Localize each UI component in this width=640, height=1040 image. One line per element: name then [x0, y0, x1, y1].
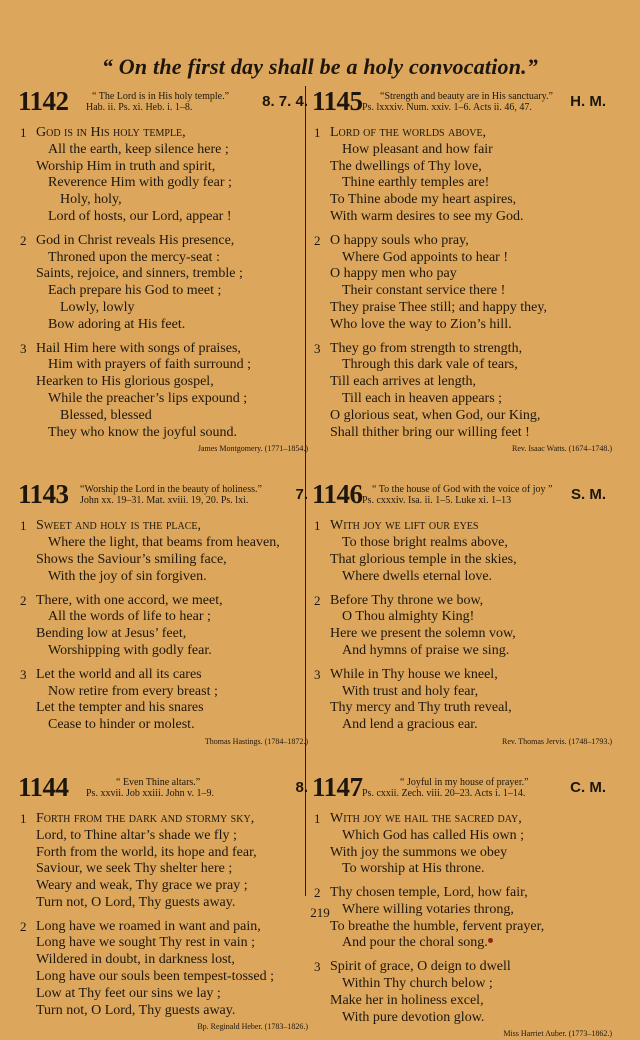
verse-number: 1 — [314, 125, 321, 140]
hymn-subtitle: “ The Lord is in His holy temple.” — [92, 91, 230, 102]
verse-line: All the earth, keep silence here ; — [48, 141, 229, 157]
verse-line: With joy the summons we obey — [330, 844, 508, 860]
verse-line: Forth from the dark and stormy sky, — [36, 810, 255, 826]
hymn-header — [18, 86, 308, 118]
hymn-meter: C. M. — [570, 778, 606, 796]
verse — [18, 667, 308, 734]
verse-number: 1 — [20, 125, 27, 140]
verse-line: Worshipping with godly fear. — [48, 642, 212, 658]
page-heading: “ On the first day shall be a holy convocation.” — [101, 54, 539, 79]
hymn-number: 1144 — [18, 771, 69, 802]
verse-line: O happy souls who pray, — [330, 232, 469, 248]
verse-number: 3 — [314, 666, 321, 682]
verse — [312, 811, 612, 878]
verse-line: Long have our souls been tempest-tossed ; — [36, 969, 274, 985]
hymn-1146 — [312, 479, 612, 748]
verse-line: All the words of life to hear ; — [48, 609, 211, 625]
verse-line: There, with one accord, we meet, — [36, 592, 223, 608]
verse-line: With trust and holy fear, — [342, 683, 479, 699]
verse-line: Saints, rejoice, and sinners, tremble ; — [36, 266, 243, 282]
verse-line: Saviour, we seek Thy shelter here ; — [36, 861, 233, 877]
left-column — [18, 86, 308, 1033]
verse-line: Their constant service there ! — [342, 283, 506, 299]
verse-line: Before Thy throne we bow, — [330, 592, 484, 608]
verse-line: Thy mercy and Thy truth reveal, — [330, 700, 512, 716]
verse-line: Spirit of grace, O deign to dwell — [330, 959, 511, 975]
verse-number: 2 — [314, 885, 321, 901]
verse-line: Wildered in doubt, in darkness lost, — [36, 952, 235, 968]
verse-line: Long have we sought Thy rest in vain ; — [36, 935, 256, 951]
verse-line: And lend a gracious ear. — [342, 717, 478, 733]
hymn-author: James Montgomery. (1771–1854.) — [197, 444, 308, 454]
verse-number: 3 — [314, 959, 321, 975]
verse — [18, 341, 308, 442]
verse — [312, 593, 612, 660]
right-column — [312, 86, 612, 1040]
verse-line: Till each arrives at length, — [330, 374, 477, 390]
hymn-meter: S. M. — [570, 486, 606, 504]
verse-line: And pour the choral song. — [342, 935, 488, 951]
verse-number: 1 — [20, 810, 27, 826]
hymn-number: 1143 — [18, 479, 69, 510]
verse-line: They praise Thee still; and happy they, — [330, 299, 547, 315]
verse-line: To breathe the humble, fervent prayer, — [330, 918, 545, 934]
hymn-subtitle: “Strength and beauty are in His sanctuary.” — [380, 91, 553, 102]
hymn-author: Rev. Thomas Jervis. (1748–1793.) — [502, 736, 612, 746]
hymn-meter: 8. 7. 4. — [262, 93, 308, 110]
verse-line: Shall thither bring our willing feet ! — [330, 424, 530, 440]
hymn-number: 1147 — [312, 771, 363, 802]
verse — [312, 518, 612, 585]
verse-line: Long have we roamed in want and pain, — [36, 918, 261, 934]
verse-number: 2 — [20, 918, 27, 934]
verse-line: The dwellings of Thy love, — [330, 158, 482, 174]
hymn-1143 — [18, 479, 308, 748]
hymn-number: 1146 — [312, 479, 363, 510]
scripture-refs: Hab. ii. Ps. xi. Heb. i. 1–8. — [86, 102, 193, 113]
verse-line: Reverence Him with godly fear ; — [48, 175, 232, 191]
hymn-subtitle: “ Even Thine altars.” — [116, 776, 201, 788]
scripture-refs: Ps. lxxxiv. Num. xxiv. 1–6. Acts ii. 46, 47. — [362, 102, 532, 113]
verse-line: Through this dark vale of tears, — [342, 357, 518, 373]
hymn-header — [18, 772, 308, 804]
verse-line: How pleasant and how fair — [342, 141, 493, 157]
ink-spot — [488, 938, 493, 943]
verse-line: With the joy of sin forgiven. — [48, 568, 207, 584]
hymn-meter: 8. — [295, 778, 308, 796]
verse-line: Turn not, O Lord, Thy guests away. — [36, 1002, 236, 1018]
verse-line: Thy chosen temple, Lord, how fair, — [330, 885, 528, 901]
verse-line: Low at Thy feet our sins we lay ; — [36, 985, 221, 1001]
verse-line: Weary and weak, Thy grace we pray ; — [36, 878, 248, 894]
verse — [312, 125, 612, 226]
verse-number: 1 — [314, 518, 321, 534]
verse-line: They who know the joyful sound. — [48, 424, 237, 440]
hymn-header — [312, 86, 612, 118]
verse-line: Hail Him here with songs of praises, — [36, 340, 241, 356]
verse — [18, 518, 308, 585]
verse-number: 3 — [20, 340, 27, 356]
verse-line: Lowly, lowly — [60, 299, 135, 315]
verse-line: While the preacher’s lips expound ; — [48, 390, 248, 406]
verse-line: With joy we lift our eyes — [330, 518, 479, 534]
verse-line: Each prepare his God to meet ; — [48, 283, 222, 299]
verse-line: Throned upon the mercy-seat : — [48, 249, 220, 265]
verse-line: And hymns of praise we sing. — [342, 642, 510, 658]
scripture-refs: Ps. cxxii. Zech. viii. 20–23. Acts i. 1–14. — [362, 787, 526, 799]
hymn-author: Thomas Hastings. (1784–1872.) — [204, 736, 308, 746]
verse — [18, 811, 308, 912]
hymn-subtitle: “Worship the Lord in the beauty of holiness.” — [80, 484, 262, 496]
verse-line: Holy, holy, — [60, 192, 122, 208]
verse-line: Lord of the worlds above, — [330, 125, 487, 140]
verse-line: To worship at His throne. — [342, 861, 485, 877]
verse-line: With joy we hail the sacred day, — [330, 810, 522, 826]
verse-line: God is in His holy temple, — [36, 125, 186, 140]
verse-line: Hearken to His glorious gospel, — [36, 374, 214, 390]
verse-line: God in Christ reveals His presence, — [36, 232, 235, 248]
verse-line: Where the light, that beams from heaven, — [48, 535, 280, 551]
hymn-author: Rev. Isaac Watts. (1674–1748.) — [512, 444, 612, 454]
verse — [312, 667, 612, 734]
verse-line: Worship Him in truth and spirit, — [36, 158, 216, 174]
verse-line: O glorious seat, when God, our King, — [330, 407, 541, 423]
verse-line: Lord of hosts, our Lord, appear ! — [48, 208, 232, 224]
verse-number: 3 — [314, 340, 321, 356]
scripture-refs: Ps. xxvii. Job xxiii. John v. 1–9. — [86, 787, 214, 799]
verse-line: With warm desires to see my God. — [330, 208, 524, 224]
verse — [18, 919, 308, 1020]
scripture-refs: Ps. cxxxiv. Isa. ii. 1–5. Luke xi. 1–13 — [362, 495, 512, 507]
verse — [312, 233, 612, 334]
hymn-number: 1142 — [18, 86, 69, 116]
verse-line: That glorious temple in the skies, — [330, 551, 517, 567]
hymn-header — [312, 479, 612, 511]
hymn-meter: H. M. — [570, 93, 606, 110]
verse-line: While in Thy house we kneel, — [330, 666, 498, 682]
page-number: 219 — [310, 905, 330, 920]
hymn-header — [18, 479, 308, 511]
verse-number: 2 — [314, 592, 321, 608]
verse-number: 1 — [314, 810, 321, 826]
verse-line: Blessed, blessed — [60, 407, 152, 423]
verse-line: Shows the Saviour’s smiling face, — [36, 551, 227, 567]
verse-line: Where God appoints to hear ! — [342, 249, 508, 265]
scripture-refs: John xx. 19–31. Mat. xviii. 19, 20. Ps. lxi. — [80, 495, 249, 507]
hymn-author: Bp. Reginald Heber. (1783–1826.) — [197, 1022, 308, 1032]
verse-line: Sweet and holy is the place, — [36, 518, 201, 534]
verse-line: Who love the way to Zion’s hill. — [330, 316, 512, 332]
verse-line: Let the world and all its cares — [36, 666, 202, 682]
verse-line: Bending low at Jesus’ feet, — [36, 626, 187, 642]
verse-number: 2 — [314, 232, 321, 248]
verse-line: To Thine abode my heart aspires, — [330, 192, 517, 208]
verse-line: With pure devotion glow. — [342, 1009, 485, 1025]
verse-line: Make her in holiness excel, — [330, 992, 484, 1008]
verse-line: Where willing votaries throng, — [342, 901, 514, 917]
verse-line: Where dwells eternal love. — [342, 568, 493, 584]
verse-number: 3 — [20, 666, 27, 682]
verse — [312, 341, 612, 442]
verse — [312, 959, 612, 1026]
verse-line: Bow adoring at His feet. — [48, 316, 186, 332]
verse-number: 1 — [20, 518, 27, 534]
verse-line: Him with prayers of faith surround ; — [48, 357, 251, 373]
verse-number: 2 — [20, 592, 27, 608]
hymn-header — [312, 772, 612, 804]
verse-line: Thine earthly temples are! — [342, 175, 490, 191]
verse-line: Till each in heaven appears ; — [342, 390, 503, 406]
verse-line: To those bright realms above, — [342, 535, 508, 551]
hymn-subtitle: “ To the house of God with the voice of joy ” — [372, 484, 553, 496]
verse-line: Turn not, O Lord, Thy guests away. — [36, 894, 236, 910]
verse — [18, 125, 308, 226]
verse-line: Let the tempter and his snares — [36, 700, 204, 716]
hymn-meter: 7. — [295, 486, 308, 504]
verse-line: They go from strength to strength, — [330, 340, 523, 356]
verse-line: Forth from the world, its hope and fear, — [36, 844, 257, 860]
verse-line: Within Thy church below ; — [342, 976, 493, 992]
verse — [18, 233, 308, 334]
verse-line: Lord, to Thine altar’s shade we fly ; — [36, 827, 237, 843]
verse-line: O happy men who pay — [330, 266, 457, 282]
verse-line: Which God has called His own ; — [342, 827, 524, 843]
verse — [18, 593, 308, 660]
hymn-1144 — [18, 772, 308, 1034]
hymn-subtitle: “ Joyful in my house of prayer.” — [400, 776, 529, 788]
verse-line: Here we present the solemn vow, — [330, 626, 516, 642]
verse-number: 2 — [20, 232, 27, 248]
verse-line: Cease to hinder or molest. — [48, 717, 195, 733]
hymn-1142 — [18, 86, 308, 455]
hymn-number: 1145 — [312, 86, 363, 116]
verse-line: O Thou almighty King! — [342, 609, 475, 625]
verse-line: Now retire from every breast ; — [48, 683, 218, 699]
hymn-author: Miss Harriet Auber. (1773–1862.) — [503, 1029, 612, 1039]
hymn-1145 — [312, 86, 612, 455]
